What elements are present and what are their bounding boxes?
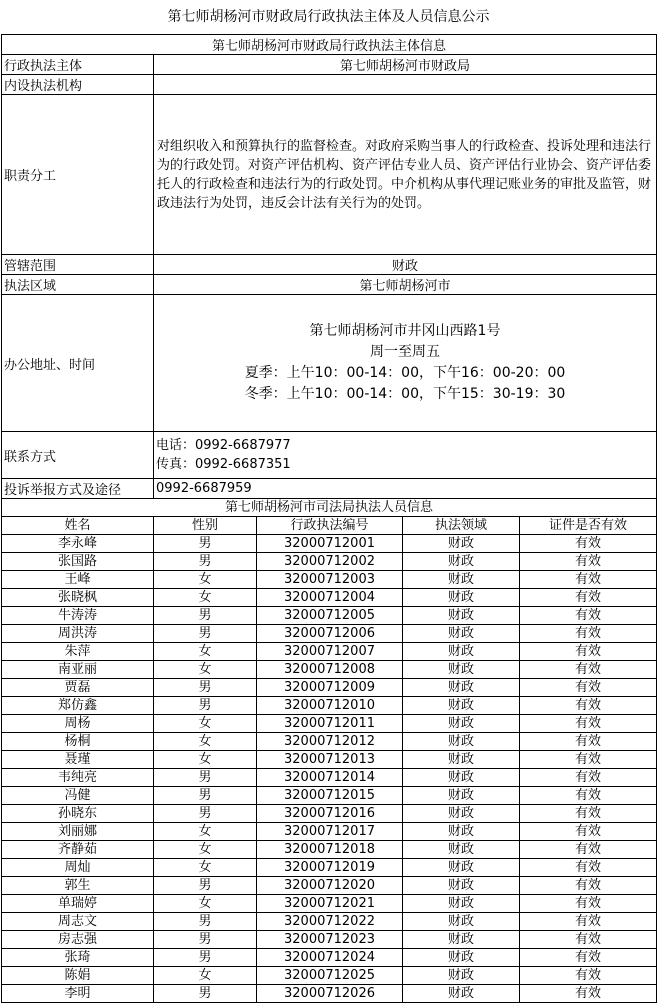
person-gender: 女 bbox=[154, 823, 257, 841]
person-name: 孙晓东 bbox=[2, 805, 154, 823]
office-summer-hours: 夏季：上午10：00-14：00，下午16：00-20：00 bbox=[244, 365, 566, 381]
person-gender: 女 bbox=[154, 589, 257, 607]
person-name: 周灿 bbox=[2, 859, 154, 877]
person-id: 32000712006 bbox=[257, 625, 403, 643]
person-name: 李永峰 bbox=[2, 535, 154, 553]
table-row bbox=[2, 823, 657, 841]
person-name: 陈娟 bbox=[2, 967, 154, 985]
table-row bbox=[2, 805, 657, 823]
table-row bbox=[2, 985, 657, 1003]
person-id: 32000712008 bbox=[257, 661, 403, 679]
person-field: 财政 bbox=[403, 895, 520, 913]
person-validity: 有效 bbox=[520, 787, 657, 805]
person-gender: 男 bbox=[154, 949, 257, 967]
person-gender: 女 bbox=[154, 571, 257, 589]
person-name: 李明 bbox=[2, 985, 154, 1003]
table-row bbox=[2, 607, 657, 625]
office-winter-hours: 冬季：上午10：00-14：00，下午15：30-19：30 bbox=[244, 386, 566, 402]
person-id: 32000712014 bbox=[257, 769, 403, 787]
person-validity: 有效 bbox=[520, 877, 657, 895]
person-validity: 有效 bbox=[520, 697, 657, 715]
entity-label: 行政执法主体 bbox=[2, 55, 154, 75]
person-id: 32000712019 bbox=[257, 859, 403, 877]
person-id: 32000712021 bbox=[257, 895, 403, 913]
person-field: 财政 bbox=[403, 643, 520, 661]
table-row bbox=[2, 535, 657, 553]
column-header-id: 行政执法编号 bbox=[257, 517, 403, 535]
duties-label: 职责分工 bbox=[2, 95, 154, 255]
person-field: 财政 bbox=[403, 589, 520, 607]
person-field: 财政 bbox=[403, 931, 520, 949]
person-validity: 有效 bbox=[520, 571, 657, 589]
area-label: 执法区域 bbox=[2, 275, 154, 295]
personnel-rows bbox=[2, 535, 657, 1003]
table-row bbox=[2, 571, 657, 589]
person-id: 32000712005 bbox=[257, 607, 403, 625]
person-name: 冯健 bbox=[2, 787, 154, 805]
person-gender: 女 bbox=[154, 643, 257, 661]
person-field: 财政 bbox=[403, 787, 520, 805]
person-name: 周洪涛 bbox=[2, 625, 154, 643]
table-row bbox=[2, 679, 657, 697]
person-field: 财政 bbox=[403, 697, 520, 715]
person-name: 杨桐 bbox=[2, 733, 154, 751]
person-gender: 女 bbox=[154, 733, 257, 751]
person-gender: 男 bbox=[154, 697, 257, 715]
person-validity: 有效 bbox=[520, 679, 657, 697]
person-validity: 有效 bbox=[520, 841, 657, 859]
person-gender: 男 bbox=[154, 805, 257, 823]
person-field: 财政 bbox=[403, 859, 520, 877]
person-field: 财政 bbox=[403, 913, 520, 931]
person-id: 32000712024 bbox=[257, 949, 403, 967]
person-field: 财政 bbox=[403, 715, 520, 733]
table-row bbox=[2, 931, 657, 949]
person-field: 财政 bbox=[403, 571, 520, 589]
contact-phone: 电话：0992-6687977 bbox=[156, 438, 291, 453]
person-validity: 有效 bbox=[520, 643, 657, 661]
person-gender: 女 bbox=[154, 841, 257, 859]
person-id: 32000712007 bbox=[257, 643, 403, 661]
person-validity: 有效 bbox=[520, 589, 657, 607]
table-row bbox=[2, 877, 657, 895]
person-id: 32000712010 bbox=[257, 697, 403, 715]
person-field: 财政 bbox=[403, 805, 520, 823]
person-name: 周杨 bbox=[2, 715, 154, 733]
person-name: 郭生 bbox=[2, 877, 154, 895]
person-id: 32000712025 bbox=[257, 967, 403, 985]
person-id: 32000712002 bbox=[257, 553, 403, 571]
internal-agency-label: 内设执法机构 bbox=[2, 75, 154, 95]
person-name: 牛涛涛 bbox=[2, 607, 154, 625]
person-gender: 女 bbox=[154, 751, 257, 769]
person-validity: 有效 bbox=[520, 661, 657, 679]
person-id: 32000712026 bbox=[257, 985, 403, 1003]
person-field: 财政 bbox=[403, 985, 520, 1003]
person-validity: 有效 bbox=[520, 607, 657, 625]
table-row bbox=[2, 967, 657, 985]
person-field: 财政 bbox=[403, 535, 520, 553]
table-row bbox=[2, 697, 657, 715]
person-gender: 女 bbox=[154, 661, 257, 679]
complaint-value: 0992-6687959 bbox=[154, 479, 657, 499]
person-gender: 女 bbox=[154, 715, 257, 733]
person-gender: 女 bbox=[154, 895, 257, 913]
table-row bbox=[2, 841, 657, 859]
person-validity: 有效 bbox=[520, 859, 657, 877]
person-id: 32000712001 bbox=[257, 535, 403, 553]
contact-fax: 传真：0992-6687351 bbox=[156, 457, 291, 472]
page-title: 第七师胡杨河市财政局行政执法主体及人员信息公示 bbox=[167, 9, 490, 25]
person-id: 32000712012 bbox=[257, 733, 403, 751]
person-field: 财政 bbox=[403, 625, 520, 643]
person-id: 32000712017 bbox=[257, 823, 403, 841]
subject-info-table bbox=[1, 34, 657, 499]
table-row bbox=[2, 859, 657, 877]
person-validity: 有效 bbox=[520, 805, 657, 823]
person-validity: 有效 bbox=[520, 733, 657, 751]
person-id: 32000712011 bbox=[257, 715, 403, 733]
person-id: 32000712016 bbox=[257, 805, 403, 823]
person-field: 财政 bbox=[403, 949, 520, 967]
personnel-section-title: 第七师胡杨河市司法局执法人员信息 bbox=[2, 499, 657, 517]
person-id: 32000712009 bbox=[257, 679, 403, 697]
table-row bbox=[2, 769, 657, 787]
table-row bbox=[2, 625, 657, 643]
subject-section-title: 第七师胡杨河市财政局行政执法主体信息 bbox=[2, 35, 657, 55]
person-field: 财政 bbox=[403, 751, 520, 769]
person-name: 刘丽娜 bbox=[2, 823, 154, 841]
table-row bbox=[2, 553, 657, 571]
person-id: 32000712004 bbox=[257, 589, 403, 607]
person-name: 齐静茹 bbox=[2, 841, 154, 859]
person-validity: 有效 bbox=[520, 895, 657, 913]
person-name: 张琦 bbox=[2, 949, 154, 967]
office-label: 办公地址、时间 bbox=[2, 295, 154, 432]
area-value: 第七师胡杨河市 bbox=[154, 275, 657, 295]
table-row bbox=[2, 589, 657, 607]
duties-value: 对组织收入和预算执行的监督检查。对政府采购当事人的行政检查、投诉处理和违法行为的行政处罚。对资产评估机构、资产评估专业人员、资产评估行业协会、资产评估委托人的行政检查和违法行为的行政处罚。中介机构从事代理记账业务的审批及监管，财政违法行为处罚，违反会计法有关行为的处罚。 bbox=[154, 95, 657, 255]
table-row bbox=[2, 751, 657, 769]
person-name: 聂瑾 bbox=[2, 751, 154, 769]
column-header-name: 姓名 bbox=[2, 517, 154, 535]
table-row bbox=[2, 715, 657, 733]
person-validity: 有效 bbox=[520, 823, 657, 841]
internal-agency-value bbox=[154, 75, 657, 95]
person-id: 32000712018 bbox=[257, 841, 403, 859]
person-gender: 女 bbox=[154, 859, 257, 877]
person-gender: 男 bbox=[154, 931, 257, 949]
person-name: 周志文 bbox=[2, 913, 154, 931]
person-name: 王峰 bbox=[2, 571, 154, 589]
person-name: 张国路 bbox=[2, 553, 154, 571]
person-gender: 男 bbox=[154, 913, 257, 931]
person-field: 财政 bbox=[403, 769, 520, 787]
person-gender: 男 bbox=[154, 985, 257, 1003]
person-gender: 女 bbox=[154, 967, 257, 985]
person-field: 财政 bbox=[403, 553, 520, 571]
table-row bbox=[2, 913, 657, 931]
person-name: 房志强 bbox=[2, 931, 154, 949]
scope-value: 财政 bbox=[154, 255, 657, 275]
complaint-label: 投诉举报方式及途径 bbox=[2, 479, 154, 499]
table-row bbox=[2, 661, 657, 679]
person-field: 财政 bbox=[403, 841, 520, 859]
person-id: 32000712003 bbox=[257, 571, 403, 589]
office-info bbox=[154, 295, 657, 432]
person-validity: 有效 bbox=[520, 751, 657, 769]
person-name: 单瑞婷 bbox=[2, 895, 154, 913]
person-name: 贾磊 bbox=[2, 679, 154, 697]
table-row bbox=[2, 643, 657, 661]
person-name: 韦纯亮 bbox=[2, 769, 154, 787]
person-gender: 男 bbox=[154, 607, 257, 625]
column-header-gender: 性别 bbox=[154, 517, 257, 535]
table-row bbox=[2, 895, 657, 913]
person-id: 32000712023 bbox=[257, 931, 403, 949]
table-row bbox=[2, 787, 657, 805]
person-id: 32000712022 bbox=[257, 913, 403, 931]
person-id: 32000712013 bbox=[257, 751, 403, 769]
person-validity: 有效 bbox=[520, 967, 657, 985]
person-gender: 男 bbox=[154, 787, 257, 805]
person-gender: 男 bbox=[154, 877, 257, 895]
table-row bbox=[2, 733, 657, 751]
person-validity: 有效 bbox=[520, 931, 657, 949]
person-id: 32000712020 bbox=[257, 877, 403, 895]
contact-info bbox=[154, 432, 657, 479]
person-name: 朱萍 bbox=[2, 643, 154, 661]
person-name: 郑仿鑫 bbox=[2, 697, 154, 715]
person-gender: 男 bbox=[154, 625, 257, 643]
person-validity: 有效 bbox=[520, 949, 657, 967]
person-validity: 有效 bbox=[520, 625, 657, 643]
contact-label: 联系方式 bbox=[2, 432, 154, 479]
personnel-table bbox=[1, 498, 657, 1003]
person-gender: 男 bbox=[154, 679, 257, 697]
person-field: 财政 bbox=[403, 661, 520, 679]
person-field: 财政 bbox=[403, 733, 520, 751]
office-address: 第七师胡杨河市井冈山西路1号 bbox=[309, 323, 501, 339]
table-row bbox=[2, 949, 657, 967]
person-validity: 有效 bbox=[520, 769, 657, 787]
person-validity: 有效 bbox=[520, 985, 657, 1003]
person-field: 财政 bbox=[403, 877, 520, 895]
person-gender: 男 bbox=[154, 769, 257, 787]
person-name: 南亚丽 bbox=[2, 661, 154, 679]
person-field: 财政 bbox=[403, 823, 520, 841]
person-name: 张晓枫 bbox=[2, 589, 154, 607]
person-id: 32000712015 bbox=[257, 787, 403, 805]
person-gender: 男 bbox=[154, 553, 257, 571]
scope-label: 管辖范围 bbox=[2, 255, 154, 275]
person-validity: 有效 bbox=[520, 553, 657, 571]
person-validity: 有效 bbox=[520, 535, 657, 553]
person-validity: 有效 bbox=[520, 715, 657, 733]
person-field: 财政 bbox=[403, 679, 520, 697]
person-field: 财政 bbox=[403, 607, 520, 625]
person-gender: 男 bbox=[154, 535, 257, 553]
entity-value: 第七师胡杨河市财政局 bbox=[154, 55, 657, 75]
column-header-validity: 证件是否有效 bbox=[520, 517, 657, 535]
office-days: 周一至周五 bbox=[370, 344, 440, 360]
person-validity: 有效 bbox=[520, 913, 657, 931]
column-header-field: 执法领域 bbox=[403, 517, 520, 535]
person-field: 财政 bbox=[403, 967, 520, 985]
